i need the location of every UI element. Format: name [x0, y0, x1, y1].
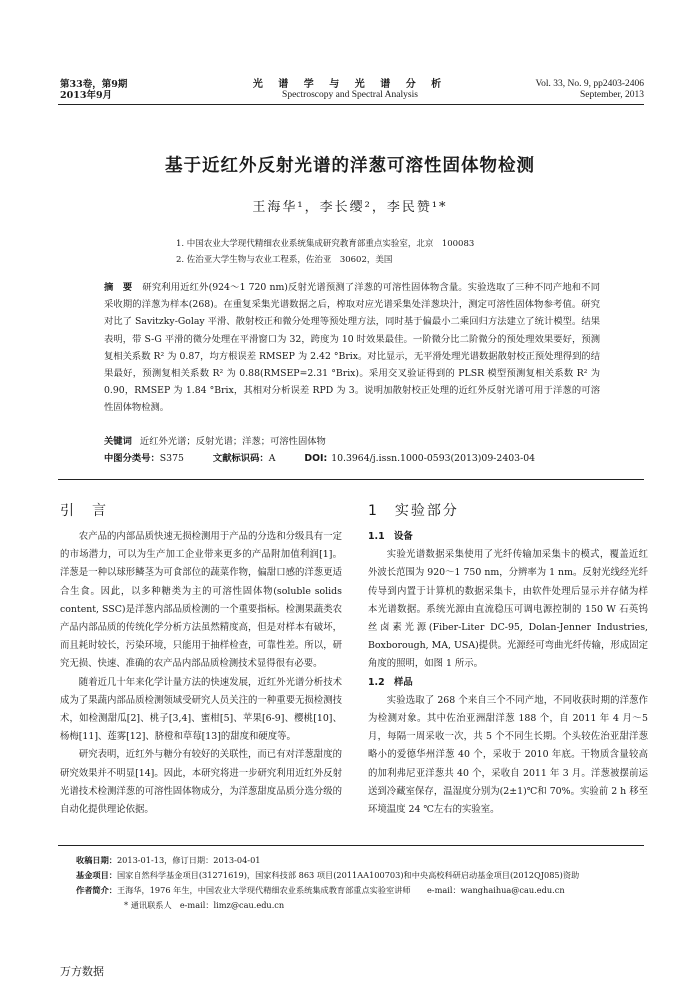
journal-name-cn: 光 谱 学 与 光 谱 分 析 — [252, 79, 448, 90]
doc-code-value: A — [268, 453, 276, 464]
section1-heading: 1 实验部分 — [368, 503, 459, 519]
clc-label: 中图分类号： — [104, 453, 160, 464]
doc-code-label: 文献标识码： — [212, 453, 269, 464]
abstract-label: 摘 要 — [104, 282, 133, 293]
intro-heading: 引言 — [60, 503, 124, 519]
abstract-text: 研究利用近红外(924～1 720 nm)反射光谱预测了洋葱的可溶性固体物含量。实验选取了三种不同产地和不同采收期的洋葱为样本(268)。在重复采集光谱数据之后，榨取对应光谱采集处洋葱块汁，测定可溶性固体物参考值。研究对比了 Savitzky-Golay 平滑、散射校正和微分处理等预处理方法，同时基于偏最小二乘回归方法建立了统计模型。结果表明，带 S-G 平滑的微分处理在平滑窗口为 32，跨度为 10 时效果最佳。一阶微分比二阶微分的预处理效果要好，预测复相关系数 R² 为 0.87，均方根误差 RMSEP 为 2.42 °Brix。对比显示，无平滑处理光谱数据散射校正预处理得到的结果最好，预测复相关系数 R² 为 0.88(RMSEP=2.31 °Brix)。采用交叉验证得到的 PLSR 模型预测复相关系数 R² 为 0.90，RMSEP 为 1.84 °Brix，其相对分析误差 RPD 为 3。说明加散射校正处理的近红外反射光谱可用于洋葱的可溶性固体物检测。 — [104, 282, 600, 414]
author-bio-value: 王海华，1976 年生，中国农业大学现代精细农业系统集成教育部重点实验室讲师 e-mail：wanghaihua@cau.edu.cn — [116, 885, 565, 895]
section1-column — [368, 528, 648, 819]
doi-value: 10.3964/j.issn.1000-0593(2013)09-2403-04 — [331, 453, 536, 464]
subsection-samples-heading: 1.2 样品 — [368, 676, 413, 688]
keywords-label: 关键词 — [104, 436, 132, 447]
subsection-equipment-text: 实验光谱数据采集使用了光纤传输加采集卡的模式，覆盖近红外波长范围为 920～1 750 nm，分辨率为 1 nm。反射光线经光纤传导到内置于计算机的数据采集卡，由软件处理后显示并存储为样本光谱数据。系统光源由直流稳压可调电源控制的 150 W 石英钨丝卤素光源(Fiber-Liter DC-95, Dolan-Jenner Industries, Boxborough, MA, USA)提供。光源经可弯曲光纤传输，形成固定角度的照明，如图 1 所示。 — [368, 549, 648, 670]
abstract — [104, 279, 600, 417]
intro-column — [60, 528, 342, 819]
affiliation-2: 2. 佐治亚大学生物与农业工程系，佐治亚 30602，美国 — [176, 255, 393, 265]
clc-value: S375 — [159, 453, 184, 464]
affiliations — [176, 236, 474, 268]
intro-paragraph-1: 农产品的内部品质快速无损检测用于产品的分选和分级具有一定的市场潜力，可以为生产加工企业带来更多的产品附加值利润[1]。洋葱是一种以球形鳞茎为可食部位的蔬菜作物，偏甜口感的洋葱更适合生食。因此，以多种糖类为主的可溶性固体物(soluble solids content, SSC)是洋葱内部品质检测的一个重要指标。检测果蔬类农产品内部品质的传统化学分析方法虽然精度高，但是对样本有破坏，而且耗时较长，污染环境，只能用于抽样检查，可靠性差。所以，研究无损、快速、准确的农产品内部品质检测技术显得很有必要。 — [60, 531, 342, 670]
section-rule — [58, 479, 644, 480]
footnotes — [76, 853, 646, 913]
fund-label: 基金项目： — [76, 870, 117, 880]
corresponding-author: * 通讯联系人 e-mail：limz@cau.edu.cn — [124, 900, 285, 910]
author-list: 王海华¹，李长缨²，李民赞¹* — [252, 200, 448, 215]
subsection-samples-text: 实验选取了 268 个来自三个不同产地，不同收获时期的洋葱作为检测对象。其中佐治亚洲甜洋葱 188 个，自 2011 年 4 月～5 月，每隔一周采收一次，共 5 个不同生长期。个头较佐治亚甜洋葱略小的爱德华州洋葱 40 个，采收于 2010 年底。干物质含量较高的加利弗尼亚洋葱共 40 个，采收自 2011 年 3 月。洋葱被摆前运送到冷藏室保存，温湿度分别为(2±1)℃和 70%。实验前 2 h 移至环境温度 24 ℃左右的实验室。 — [368, 694, 648, 816]
keywords-block — [104, 433, 600, 467]
watermark: 万方数据 — [60, 965, 104, 978]
date-cn: 2013年9月 — [60, 90, 113, 101]
header-issue — [535, 79, 644, 101]
volume-cn: 第33卷，第9期 — [60, 79, 128, 90]
journal-name-en: Spectroscopy and Spectral Analysis — [282, 90, 418, 100]
fund-value: 国家自然科学基金项目(31271619)，国家科技部 863 项目(2011AA100703)和中央高校科研启动基金项目(2012QJ085)资助 — [116, 870, 580, 880]
received-value: 2013-01-13，修订日期：2013-04-01 — [116, 855, 261, 865]
date-en: September, 2013 — [580, 90, 644, 100]
intro-paragraph-2: 随着近几十年来化学计量方法的快速发展，近红外光谱分析技术成为了果蔬内部品质检测领域受研究人员关注的一种重要无损检测技术，如检测甜瓜[2]、桃子[3,4]、蜜柑[5]、苹果[6-9]、樱桃[10]、杨梅[11]、莲雾[12]、脐橙和草莓[13]的甜度和硬度等。 — [60, 676, 342, 743]
subsection-equipment-heading: 1.1 设备 — [368, 531, 413, 542]
intro-paragraph-3: 研究表明，近红外与糖分有较好的关联性，而已有对洋葱甜度的研究效果并不明显[14]。因此，本研究将进一步研究利用近红外反射光谱技术检测洋葱的可溶性固体物成分，为洋葱甜度品质分选分级的自动化提供理论依据。 — [60, 749, 342, 816]
keywords-text: 近红外光谱；反射光谱；洋葱；可溶性固体物 — [139, 436, 326, 447]
affiliation-1: 1. 中国农业大学现代精细农业系统集成研究教育部重点实验室，北京 100083 — [176, 239, 475, 249]
paper-title: 基于近红外反射光谱的洋葱可溶性固体物检测 — [165, 156, 535, 176]
received-label: 收稿日期： — [76, 855, 117, 865]
author-bio-label: 作者简介： — [76, 885, 117, 895]
doi-label: DOI: — [304, 453, 328, 464]
footnote-rule — [58, 845, 644, 846]
volume-en: Vol. 33, No. 9, pp2403-2406 — [535, 79, 644, 89]
header-rule — [58, 104, 644, 105]
